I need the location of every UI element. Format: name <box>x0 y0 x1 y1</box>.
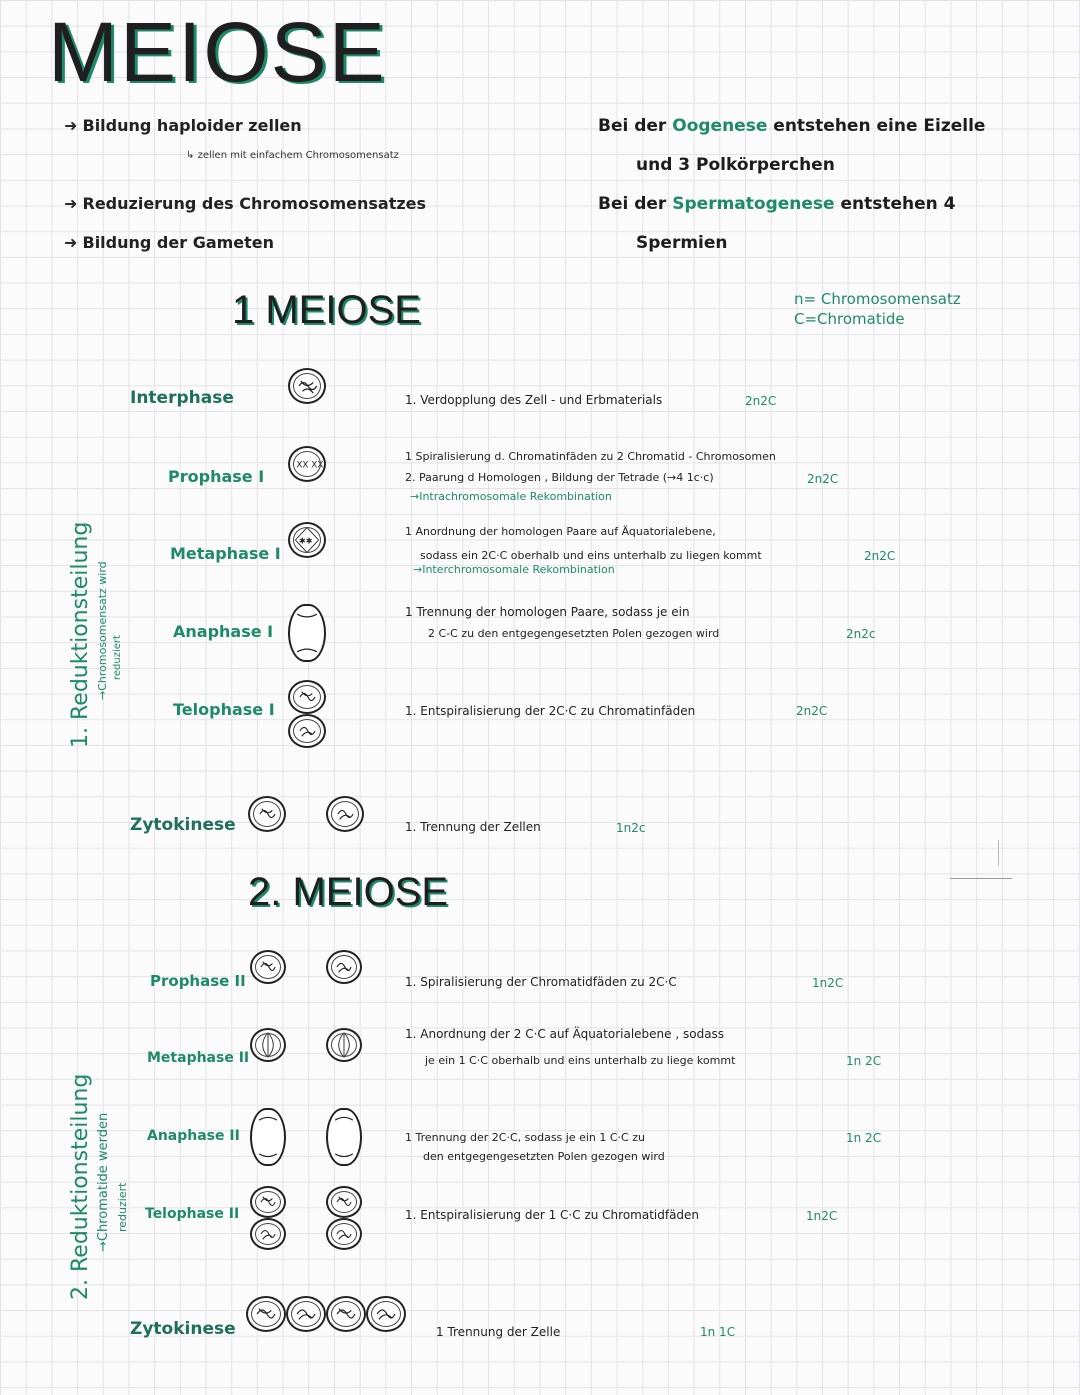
prophase1-desc-2: 2. Paarung d Homologen , Bildung der Tetrade (→4 1c·c) <box>405 471 714 484</box>
telophase2-desc-1: 1. Entspiralisierung der 1 C·C zu Chromatidfäden <box>405 1208 700 1222</box>
anaphase1-cell-icon <box>288 604 326 662</box>
metaphase2-cell-right-icon <box>326 1028 362 1062</box>
metaphase1-desc-3: →Interchromosomale Rekombination <box>413 563 615 576</box>
telophase2-cell-left-bottom-icon <box>250 1218 286 1250</box>
meiose2-side-sub: →Chromatide werden <box>96 1112 111 1252</box>
oogenese-line <box>598 116 985 136</box>
oogenese-suffix: entstehen eine Eizelle <box>773 116 986 136</box>
oogenese-term: Oogenese <box>672 116 768 136</box>
zytokinese2-cell-2-icon <box>286 1296 326 1332</box>
meiose1-side-sub: →Chromosomensatz wird <box>96 561 109 700</box>
arrow-right-icon: ➜ <box>64 116 78 135</box>
meiose1-heading: 1 MEIOSE <box>232 288 421 332</box>
anaphase2-cell-right-icon <box>326 1108 362 1166</box>
intro-item-1 <box>64 116 302 135</box>
prophase1-desc-1: 1 Spiralisierung d. Chromatinfäden zu 2 Chromatid - Chromosomen <box>405 450 776 463</box>
telophase1-desc-1: 1. Entspiralisierung der 2C·C zu Chromatinfäden <box>405 704 696 718</box>
telophase1-cell-top-icon <box>288 680 326 714</box>
stray-tick <box>998 840 999 866</box>
legend-c: C=Chromatide <box>794 310 905 328</box>
legend-n: n= Chromosomensatz <box>794 290 961 308</box>
intro-note <box>186 150 399 161</box>
phase-metaphase-1: Metaphase I <box>170 544 281 563</box>
telophase2-cell-right-bottom-icon <box>326 1218 362 1250</box>
spermatogenese-suffix: entstehen 4 <box>840 194 956 214</box>
intro-item-2 <box>64 194 426 213</box>
stray-line <box>950 878 1012 879</box>
spermatogenese-term: Spermatogenese <box>672 194 835 214</box>
phase-anaphase-1: Anaphase I <box>173 622 274 641</box>
prophase2-cell-left-icon <box>250 950 286 984</box>
telophase2-cell-left-top-icon <box>250 1186 286 1218</box>
spermatogenese-prefix: Bei der <box>598 194 667 214</box>
phase-telophase-1: Telophase I <box>173 700 275 719</box>
zytokinese1-desc-1: 1. Trennung der Zellen <box>405 820 541 834</box>
svg-text:XX XX: XX XX <box>296 460 324 471</box>
telophase2-cell-right-top-icon <box>326 1186 362 1218</box>
metaphase1-desc-2: sodass ein 2C·C oberhalb und eins unterhalb zu liegen kommt <box>420 549 762 562</box>
metaphase1-cell-icon <box>288 522 326 558</box>
metaphase2-desc-2: je ein 1 C·C oberhalb und eins unterhalb zu liege kommt <box>425 1054 736 1067</box>
zytokinese1-cell-left-icon <box>248 796 286 832</box>
intro-text-3: Bildung der Gameten <box>82 233 275 252</box>
phase-telophase-2: Telophase II <box>145 1206 240 1222</box>
zytokinese1-formula: 1n2c <box>616 821 646 835</box>
metaphase2-cell-left-icon <box>250 1028 286 1062</box>
phase-prophase-1: Prophase I <box>168 467 265 486</box>
anaphase2-desc-2: den entgegengesetzten Polen gezogen wird <box>423 1150 665 1163</box>
polkoerperchen-line: und 3 Polkörperchen <box>636 155 835 175</box>
anaphase1-desc-1: 1 Trennung der homologen Paare, sodass je ein <box>405 605 690 619</box>
zytokinese1-cell-right-icon <box>326 796 364 832</box>
anaphase2-formula: 1n 2C <box>846 1131 882 1145</box>
arrow-right-icon: ➜ <box>64 233 78 252</box>
meiose2-heading: 2. MEIOSE <box>248 870 449 914</box>
metaphase1-formula: 2n2C <box>864 549 896 563</box>
phase-prophase-2: Prophase II <box>150 972 246 990</box>
meiose2-side-sub2: reduziert <box>116 1182 129 1232</box>
metaphase2-formula: 1n 2C <box>846 1054 882 1068</box>
meiose1-side-sub2: reduziert <box>112 635 123 680</box>
phase-interphase: Interphase <box>130 388 234 408</box>
intro-note-text: zellen mit einfachem Chromosomensatz <box>197 150 399 161</box>
prophase2-desc-1: 1. Spiralisierung der Chromatidfäden zu 2C·C <box>405 975 677 989</box>
anaphase2-desc-1: 1 Trennung der 2C·C, sodass je ein 1 C·C zu <box>405 1131 645 1144</box>
zytokinese2-cell-3-icon <box>326 1296 366 1332</box>
interphase-formula: 2n2C <box>745 394 777 408</box>
arrow-right-icon: ➜ <box>64 194 78 213</box>
spermatogenese-line <box>598 194 955 214</box>
zytokinese2-cell-4-icon <box>366 1296 406 1332</box>
phase-zytokinese-2: Zytokinese <box>130 1319 236 1339</box>
prophase1-desc-3: →Intrachromosomale Rekombination <box>410 490 612 503</box>
zytokinese2-formula: 1n 1C <box>700 1325 736 1339</box>
intro-item-3 <box>64 233 274 252</box>
interphase-cell-icon <box>288 368 326 404</box>
telophase1-cell-bottom-icon <box>288 714 326 748</box>
anaphase2-cell-left-icon <box>250 1108 286 1166</box>
intro-text-1: Bildung haploider zellen <box>82 116 302 135</box>
svg-text:✱✱: ✱✱ <box>299 536 313 546</box>
intro-text-2: Reduzierung des Chromosomensatzes <box>82 194 427 213</box>
return-arrow-icon: ↳ <box>186 150 195 161</box>
prophase2-cell-right-icon <box>326 950 362 984</box>
zytokinese2-cell-1-icon <box>246 1296 286 1332</box>
interphase-desc-1: 1. Verdopplung des Zell - und Erbmaterials <box>405 393 663 407</box>
phase-anaphase-2: Anaphase II <box>147 1128 240 1144</box>
spermien-line: Spermien <box>636 233 728 253</box>
prophase2-formula: 1n2C <box>812 976 844 990</box>
anaphase1-desc-2: 2 C-C zu den entgegengesetzten Polen gezogen wird <box>428 627 720 640</box>
telophase2-formula: 1n2C <box>806 1209 838 1223</box>
meiose1-side-title: 1. Reduktionsteilung <box>68 521 93 748</box>
anaphase1-formula: 2n2c <box>846 627 876 641</box>
phase-metaphase-2: Metaphase II <box>147 1050 250 1066</box>
prophase1-cell-icon <box>288 446 326 482</box>
oogenese-prefix: Bei der <box>598 116 667 136</box>
zytokinese2-desc-1: 1 Trennung der Zelle <box>436 1325 561 1339</box>
metaphase1-desc-1: 1 Anordnung der homologen Paare auf Äquatorialebene, <box>405 525 716 538</box>
metaphase2-desc-1: 1. Anordnung der 2 C·C auf Äquatorialebene , sodass <box>405 1027 725 1041</box>
prophase1-formula: 2n2C <box>807 472 839 486</box>
meiose2-side-title: 2. Reduktionsteilung <box>68 1073 93 1300</box>
page-title: MEIOSE <box>48 5 387 99</box>
phase-zytokinese-1: Zytokinese <box>130 815 236 835</box>
telophase1-formula: 2n2C <box>796 704 828 718</box>
